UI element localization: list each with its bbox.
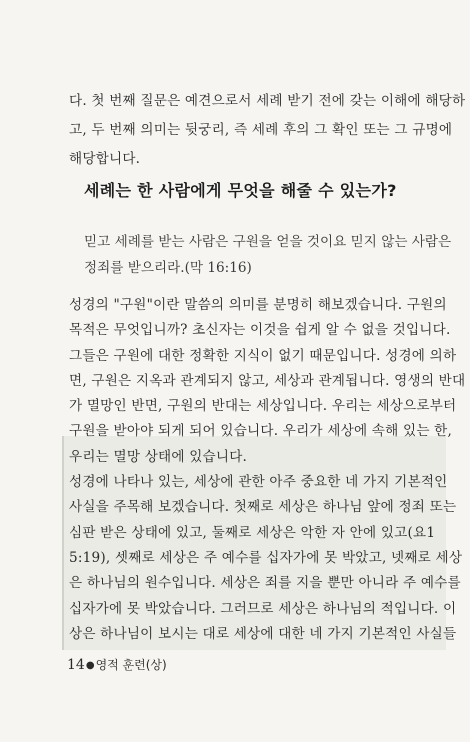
book-title: 영적 훈련(상): [95, 658, 167, 672]
text-line: 5:19), 셋째로 세상은 주 예수를 십자가에 못 박았고, 넷째로 세상: [69, 549, 463, 566]
text-line: 성경에 나타나 있는, 세상에 관한 아주 중요한 네 가지 기본적인: [69, 474, 448, 491]
text-line: 가 멸망인 반면, 구원의 반대는 세상입니다. 우리는 세상으로부터: [69, 398, 457, 415]
text-line: 십자가에 못 박았습니다. 그러므로 세상은 하나님의 적입니다. 이: [69, 600, 457, 617]
page-number: 14: [67, 657, 85, 673]
text-line: 다. 첫 번째 질문은 예견으로서 세례 받기 전에 갖는 이해에 해당하: [69, 93, 466, 109]
quote-line: 믿고 세례를 받는 사람은 구원을 얻을 것이요 믿지 않는 사람은: [84, 234, 452, 250]
text-line: 구원을 받아야 되게 되어 있습니다. 우리가 세상에 속해 있는 한,: [69, 423, 453, 440]
quote-line: 정죄를 받으리라.(막 16:16): [84, 260, 252, 276]
text-line: 해당합니다.: [69, 151, 141, 167]
text-line: 사실을 주목해 보겠습니다. 첫째로 세상은 하나님 앞에 정죄 또는: [69, 499, 457, 516]
text-line: 고, 두 번째 의미는 뒷궁리, 즉 세례 후의 그 확인 또는 그 규명에: [69, 122, 453, 138]
scripture-quote: [84, 229, 452, 281]
paragraph-body: [69, 293, 466, 647]
text-line: 우리는 멸망 상태에 있습니다.: [69, 448, 248, 465]
bullet-icon: ●: [85, 660, 95, 671]
section-heading: 세례는 한 사람에게 무엇을 해줄 수 있는가?: [84, 181, 397, 200]
text-line: 상은 하나님이 보시는 대로 세상에 대한 네 가지 기본적인 사실들: [69, 625, 457, 642]
page-footer: [67, 656, 167, 673]
text-line: 은 하나님의 원수입니다. 세상은 죄를 지을 뿐만 아니라 주 예수를: [69, 575, 461, 592]
text-line: 성경의 "구원"이란 말씀의 의미를 분명히 해보겠습니다. 구원의: [69, 297, 447, 313]
text-line: 목적은 무엇입니까? 초신자는 이것을 쉽게 알 수 없을 것입니다.: [69, 322, 451, 339]
text-line: 그들은 구원에 대한 정확한 지식이 없기 때문입니다. 성경에 의하: [69, 347, 457, 364]
text-line: 심판 받은 상태에 있고, 둘째로 세상은 악한 자 안에 있고(요1: [69, 524, 436, 541]
text-line: 면, 구원은 지옥과 관계되지 않고, 세상과 관계됩니다. 영생의 반대: [69, 372, 466, 389]
paragraph-intro: [69, 87, 466, 174]
